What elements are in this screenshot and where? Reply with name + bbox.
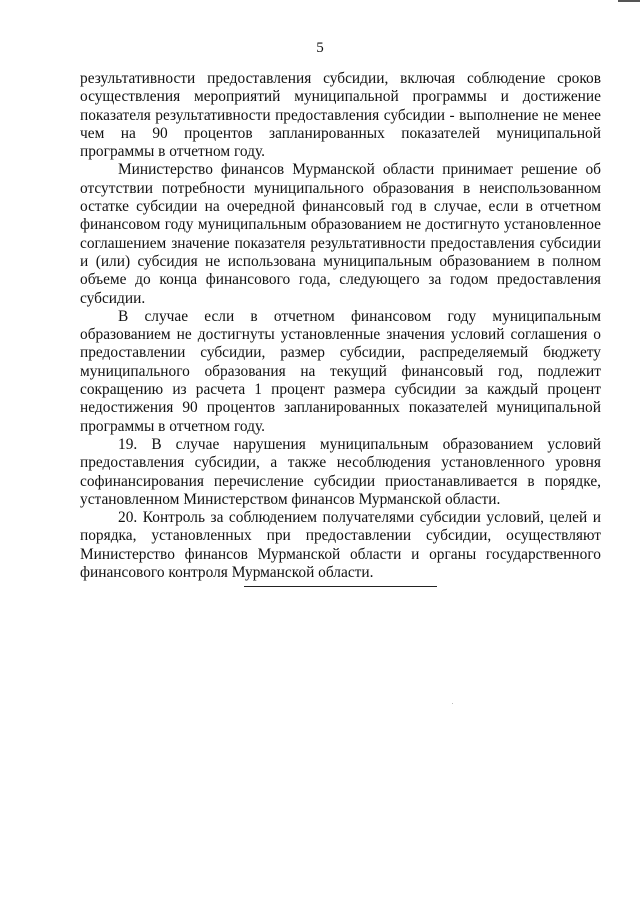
corner-scan-mark	[618, 0, 640, 2]
paragraph-subsidy-reduction: В случае если в отчетном финансовом году муниципальным образованием не достигнуты установленные значения условий соглашения о предоставлении субсидии, размер субсидии, распределяемый бюджету муниципального образования на текущий финансовый год, подлежит сокращению из расчета 1 процент размера субсидии за каждый процент недостижения 90 процентов запланированных показателей муниципальной программы в отчетном году.	[80, 307, 601, 435]
end-divider-line	[244, 586, 437, 587]
paragraph-item-19: 19. В случае нарушения муниципальным образованием условий предоставления субсидии, а также несоблюдения установленного уровня софинансирования перечисление субсидии приостанавливается в порядке, установленном Министерством финансов Мурманской области.	[80, 435, 601, 508]
paragraph-ministry-decision: Министерство финансов Мурманской области принимает решение об отсутствии потребности муниципального образования в неиспользованном остатке субсидии на очередной финансовый год в случае, если в отчетном финансовом году муниципальным образованием не достигнуто установленное соглашением значение показателя результативности предоставления субсидии и (или) субсидия не использована муниципальным образованием в полном объеме до конца финансового года, следующего за годом предоставления субсидии.	[80, 161, 601, 307]
paragraph-continuation: результативности предоставления субсидии, включая соблюдение сроков осуществления мероприятий муниципальной программы и достижение показателя результативности предоставления субсидии - выполнение не менее чем на 90 процентов запланированных показателей муниципальной программы в отчетном году.	[80, 70, 601, 161]
paragraph-item-20: 20. Контроль за соблюдением получателями субсидии условий, целей и порядка, установленных при предоставлении субсидии, осуществляют Министерство финансов Мурманской области и органы государственного финансового контроля Мурманской области.	[80, 509, 601, 582]
scan-speck	[452, 703, 453, 704]
page-number: 5	[316, 40, 324, 56]
document-body	[80, 70, 601, 582]
